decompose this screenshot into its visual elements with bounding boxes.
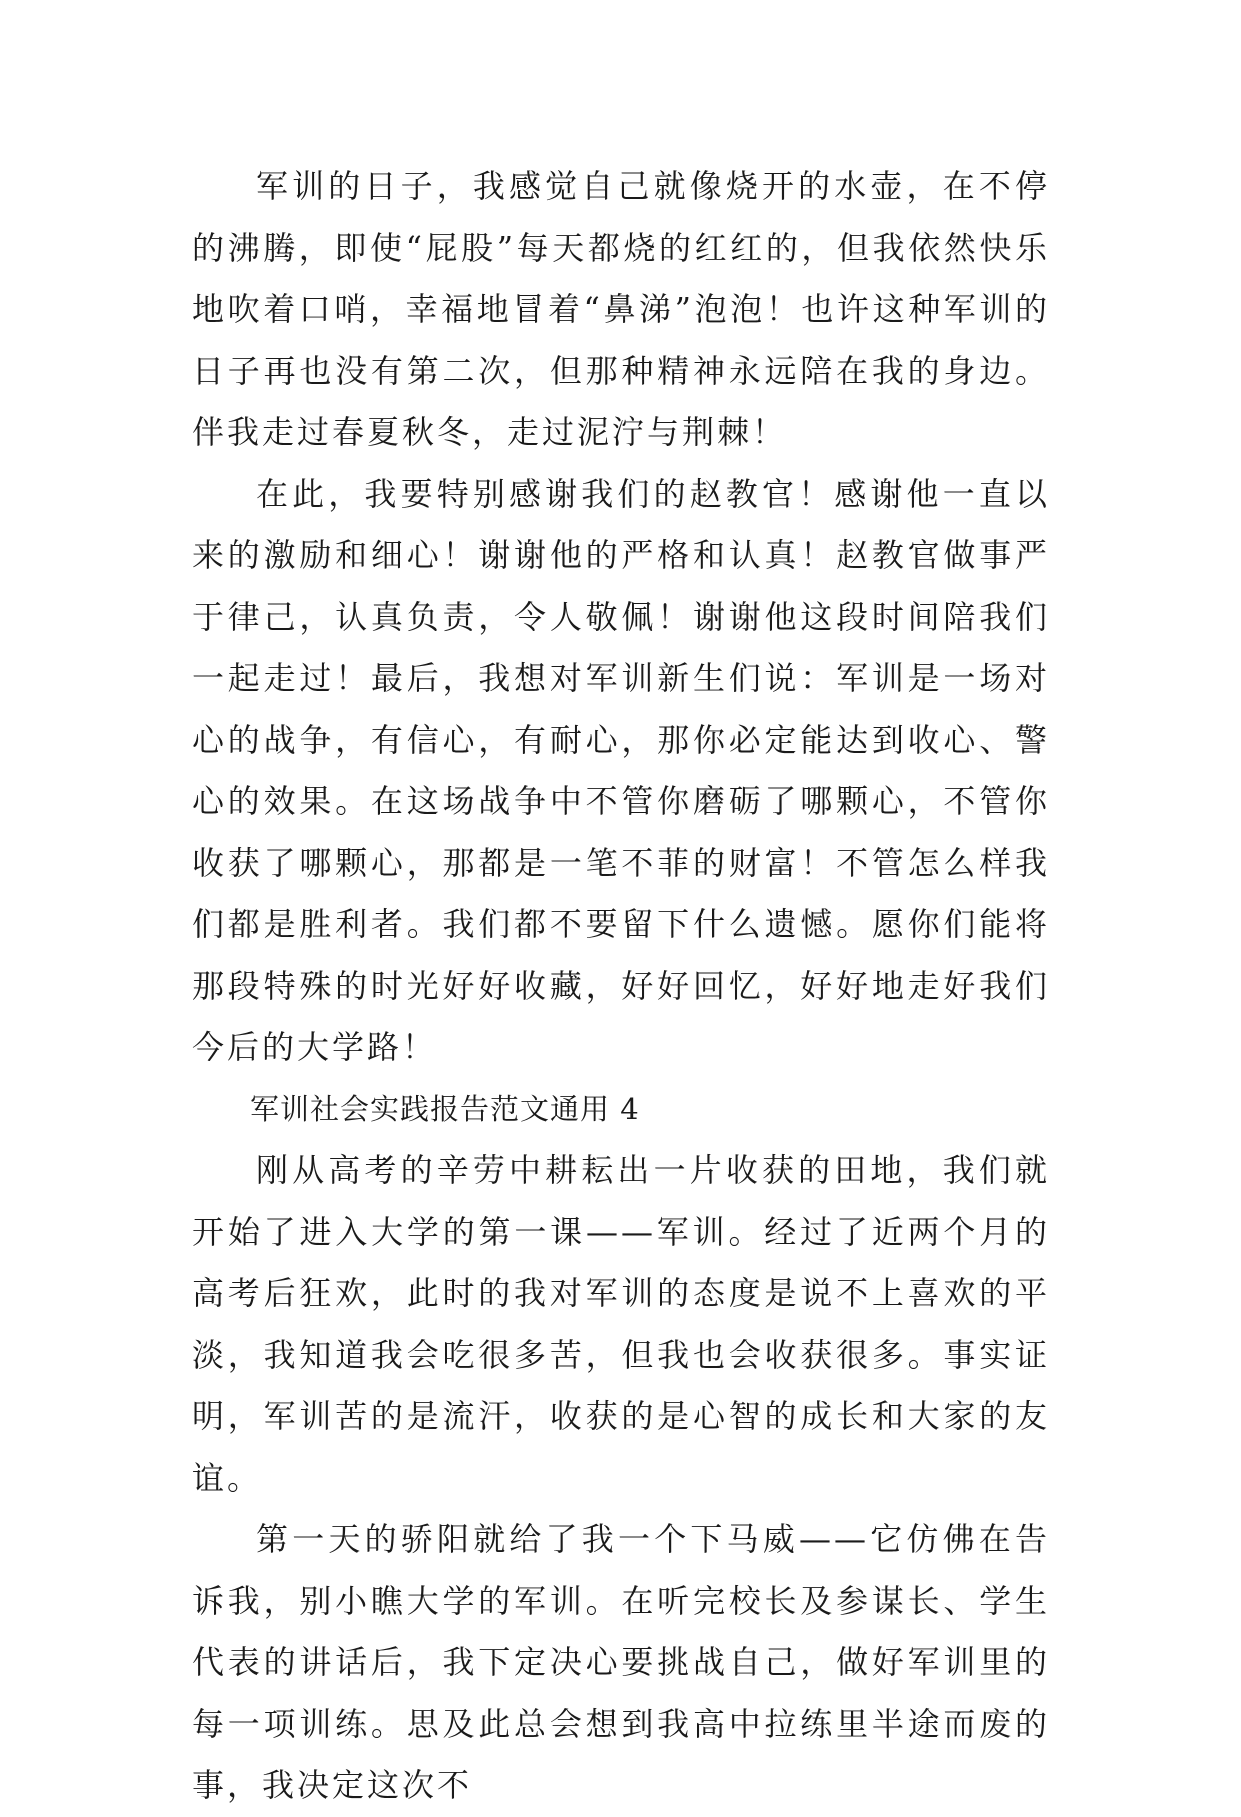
paragraph-first-day: 第一天的骄阳就给了我一个下马威——它仿佛在告诉我，别小瞧大学的军训。在听完校长及参谋长、学生代表的讲话后，我下定决心要挑战自己，做好军训里的每一项训练。思及此总会想到我高中拉练里半途而废的事，我决定这次不 (192, 1520, 1050, 1804)
section-heading: 军训社会实践报告范文通用 4 (250, 1091, 640, 1126)
paragraph-military-training-days: 军训的日子，我感觉自己就像烧开的水壶，在不停的沸腾，即使“屁股”每天都烧的红红的，但我依然快乐地吹着口哨，幸福地冒着“鼻涕”泡泡！也许这种军训的日子再也没有第二次，但那种精神永远陪在我的身边。伴我走过春夏秋冬，走过泥泞与荆棘！ (192, 167, 1050, 451)
document-body (192, 156, 1050, 1817)
paragraph-thanks-instructor: 在此，我要特别感谢我们的赵教官！感谢他一直以来的激励和细心！谢谢他的严格和认真！赵教官做事严于律己，认真负责，令人敬佩！谢谢他这段时间陪我们一起走过！最后，我想对军训新生们说：军训是一场对心的战争，有信心，有耐心，那你必定能达到收心、警心的效果。在这场战争中不管你磨砺了哪颗心，不管你收获了哪颗心，那都是一笔不菲的财富！不管怎么样我们都是胜利者。我们都不要留下什么遗憾。愿你们能将那段特殊的时光好好收藏，好好回忆，好好地走好我们今后的大学路！ (192, 474, 1050, 1066)
paragraph-first-lesson: 刚从高考的辛劳中耕耘出一片收获的田地，我们就开始了进入大学的第一课——军训。经过了近两个月的高考后狂欢，此时的我对军训的态度是说不上喜欢的平淡，我知道我会吃很多苦，但我也会收获很多。事实证明，军训苦的是流汗，收获的是心智的成长和大家的友谊。 (192, 1151, 1050, 1497)
